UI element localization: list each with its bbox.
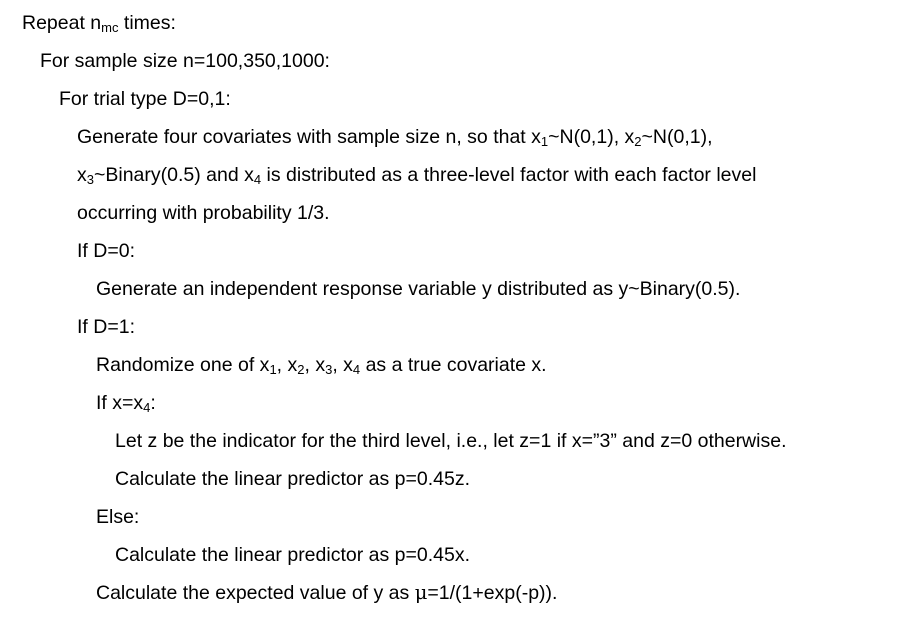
- line-text: is distributed as a three-level factor with each factor level: [261, 164, 757, 186]
- algorithm-line: [115, 543, 470, 567]
- line-text: occurring with probability 1/3.: [77, 202, 330, 224]
- algorithm-line: [22, 11, 176, 35]
- line-text: For sample size n=100,350,1000:: [40, 50, 330, 72]
- algorithm-line: [96, 277, 740, 301]
- algorithm-line: [77, 315, 135, 339]
- line-text: , x: [332, 354, 353, 376]
- algorithm-line: [77, 239, 135, 263]
- subscript: 4: [253, 172, 262, 187]
- line-text: Generate an independent response variable y distributed as y~Binary(0.5).: [96, 278, 741, 300]
- line-text: Calculate the expected value of y as: [96, 582, 415, 604]
- subscript: 4: [143, 400, 151, 415]
- line-text: Repeat n: [22, 12, 102, 34]
- subscript: 2: [634, 134, 642, 149]
- line-text: ~N(0,1), x: [548, 126, 635, 148]
- line-text: Calculate the linear predictor as p=0.45z.: [115, 468, 470, 490]
- line-text: Let z be the indicator for the third level, i.e., let z=1 if x=”3” and z=0 otherwise.: [115, 430, 787, 452]
- line-text: Calculate the linear predictor as p=0.45x.: [115, 544, 470, 566]
- line-text: x: [77, 164, 87, 186]
- line-text: Randomize one of x: [96, 354, 270, 376]
- line-text: Else:: [96, 506, 140, 528]
- line-text: For trial type D=0,1:: [59, 88, 231, 110]
- line-text: If x=x: [96, 392, 144, 414]
- algorithm-line: [40, 49, 330, 73]
- line-text: ~N(0,1),: [641, 126, 713, 148]
- subscript: mc: [101, 20, 119, 35]
- line-text: If D=1:: [77, 316, 135, 338]
- subscript: 3: [86, 172, 94, 187]
- algorithm-line: [96, 353, 547, 377]
- line-text: , x: [304, 354, 326, 376]
- line-text: Generate four covariates with sample size n, so that x: [77, 126, 541, 148]
- mu-symbol: μ: [414, 581, 428, 604]
- subscript: 1: [269, 362, 277, 377]
- subscript: 3: [325, 362, 333, 377]
- line-text: ~Binary(0.5) and x: [93, 164, 254, 186]
- algorithm-line: [96, 391, 156, 415]
- algorithm-line: [77, 163, 756, 187]
- line-text: If D=0:: [77, 240, 135, 262]
- line-text: times:: [118, 12, 176, 34]
- line-text: =1/(1+exp(-p)).: [427, 582, 558, 604]
- algorithm-line: [115, 467, 470, 491]
- subscript: 2: [297, 362, 305, 377]
- line-text: :: [150, 392, 156, 414]
- subscript: 4: [352, 362, 361, 377]
- algorithm-line: [77, 201, 330, 225]
- algorithm-line: [59, 87, 231, 111]
- algorithm-line: [115, 429, 786, 453]
- subscript: 1: [540, 134, 549, 149]
- algorithm-line: [96, 505, 139, 529]
- line-text: as a true covariate x.: [360, 354, 547, 376]
- line-text: , x: [276, 354, 298, 376]
- algorithm-line: [77, 125, 713, 149]
- algorithm-line: [96, 581, 557, 605]
